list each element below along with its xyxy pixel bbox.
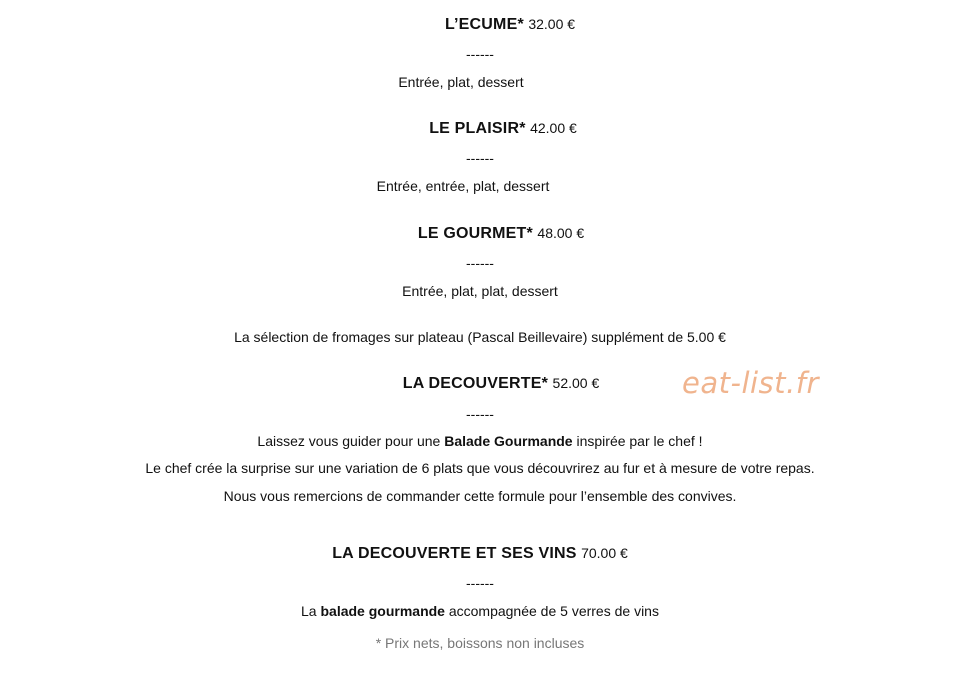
menu-decouverte-vins-header	[0, 545, 960, 563]
menu-decouverte-separator: ------	[466, 406, 494, 422]
menu-decouverte-title: LA DECOUVERTE*	[402, 375, 549, 392]
menu-decouverte-vins-price: 70.00 €	[581, 545, 628, 561]
menu-decouverte-price: 52.00 €	[552, 375, 600, 391]
menu-gourmet-separator: ------	[466, 255, 494, 271]
prices-footnote: * Prix nets, boissons non incluses	[375, 635, 585, 651]
decouverte-vins-before: La	[301, 603, 321, 619]
menu-ecume-price: 32.00 €	[528, 16, 576, 32]
menu-decouverte-line1	[0, 433, 960, 449]
menu-decouverte-line3: Nous vous remercions de commander cette formule pour l’ensemble des convives.	[223, 488, 737, 504]
menu-plaisir-price: 42.00 €	[530, 120, 577, 136]
menu-ecume-header	[30, 16, 960, 34]
menu-decouverte-header	[21, 375, 960, 393]
menu-ecume-separator: ------	[466, 46, 494, 62]
menu-plaisir-title: LE PLAISIR*	[429, 120, 526, 137]
menu-plaisir-separator: ------	[466, 150, 494, 166]
watermark-logo: eat-list.fr	[682, 366, 819, 400]
menu-gourmet-description: Entrée, plat, plat, dessert	[402, 283, 558, 299]
menu-decouverte-vins-separator: ------	[466, 575, 494, 591]
menu-ecume-description: Entrée, plat, dessert	[398, 74, 524, 90]
menu-plaisir-description: Entrée, entrée, plat, dessert	[376, 178, 550, 194]
menu-gourmet-title: LE GOURMET*	[417, 225, 533, 242]
menu-ecume-title: L’ECUME*	[444, 16, 524, 33]
cheese-supplement-note: La sélection de fromages sur plateau (Pascal Beillevaire) supplément de 5.00 €	[234, 329, 726, 345]
menu-decouverte-vins-description	[0, 603, 960, 619]
decouverte-line1-bold: Balade Gourmande	[444, 433, 573, 449]
menu-gourmet-header	[21, 225, 960, 243]
menu-decouverte-line2: Le chef crée la surprise sur une variation de 6 plats que vous découvrirez au fur et à mesure de votre repas.	[145, 460, 815, 476]
menu-decouverte-vins-title: LA DECOUVERTE ET SES VINS	[332, 545, 577, 562]
decouverte-line1-after: inspirée par le chef !	[572, 433, 703, 449]
decouverte-vins-after: accompagnée de 5 verres de vins	[444, 603, 659, 619]
menu-plaisir-header	[23, 120, 960, 138]
menu-gourmet-price: 48.00 €	[537, 225, 585, 241]
decouverte-vins-bold: balade gourmande	[320, 603, 445, 619]
decouverte-line1-before: Laissez vous guider pour une	[257, 433, 445, 449]
